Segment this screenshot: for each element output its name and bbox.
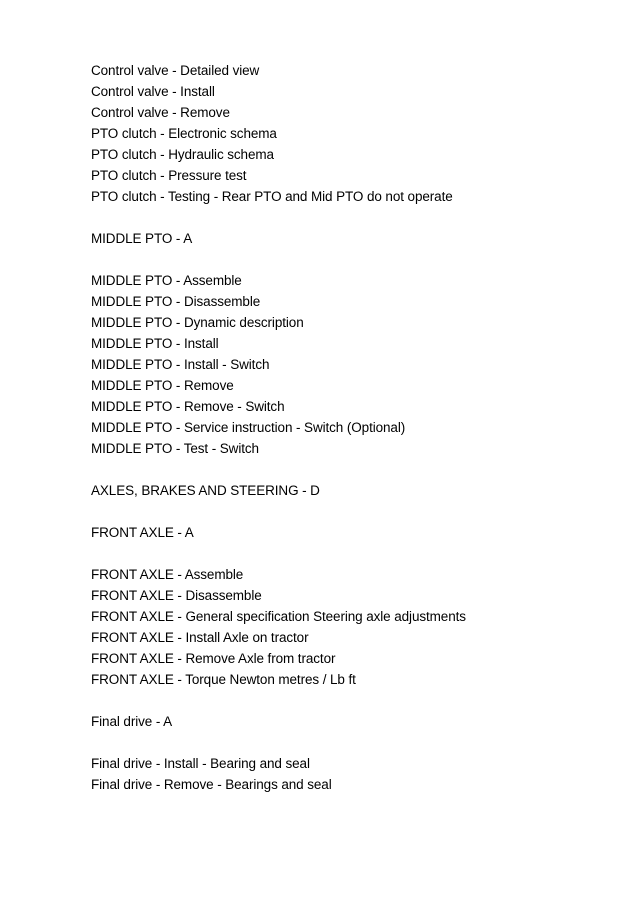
document-page [91, 60, 611, 795]
text-line: MIDDLE PTO - Disassemble [91, 294, 261, 309]
text-line: MIDDLE PTO - Assemble [91, 273, 242, 288]
section-heading [91, 711, 611, 732]
text-line: Control valve - Install [91, 84, 215, 99]
heading-line: MIDDLE PTO - A [91, 231, 193, 246]
text-line: MIDDLE PTO - Install [91, 336, 219, 351]
text-line: MIDDLE PTO - Dynamic description [91, 315, 304, 330]
blank-line [91, 501, 611, 522]
text-line: PTO clutch - Pressure test [91, 168, 247, 183]
section-heading [91, 228, 611, 249]
section-heading [91, 480, 611, 501]
text-line: PTO clutch - Hydraulic schema [91, 147, 274, 162]
text-line: MIDDLE PTO - Remove - Switch [91, 399, 285, 414]
text-line: FRONT AXLE - Disassemble [91, 588, 262, 603]
text-block [91, 270, 611, 459]
text-line: PTO clutch - Testing - Rear PTO and Mid PTO do not operate [91, 189, 453, 204]
text-line: MIDDLE PTO - Install - Switch [91, 357, 270, 372]
text-block [91, 60, 611, 207]
text-line: Control valve - Remove [91, 105, 230, 120]
text-block [91, 564, 611, 690]
text-line: FRONT AXLE - Torque Newton metres / Lb ft [91, 672, 356, 687]
heading-line: Final drive - A [91, 714, 173, 729]
text-line: FRONT AXLE - Install Axle on tractor [91, 630, 309, 645]
heading-line: AXLES, BRAKES AND STEERING - D [91, 483, 320, 498]
text-line: Final drive - Install - Bearing and seal [91, 756, 310, 771]
text-line: MIDDLE PTO - Service instruction - Switch (Optional) [91, 420, 406, 435]
text-line: MIDDLE PTO - Remove [91, 378, 234, 393]
section-heading [91, 522, 611, 543]
text-block [91, 753, 611, 795]
text-line: Control valve - Detailed view [91, 63, 260, 78]
blank-line [91, 732, 611, 753]
text-line: FRONT AXLE - General specification Steering axle adjustments [91, 609, 466, 624]
text-line: MIDDLE PTO - Test - Switch [91, 441, 259, 456]
blank-line [91, 459, 611, 480]
blank-line [91, 690, 611, 711]
text-line: FRONT AXLE - Assemble [91, 567, 244, 582]
blank-line [91, 207, 611, 228]
blank-line [91, 543, 611, 564]
blank-line [91, 249, 611, 270]
heading-line: FRONT AXLE - A [91, 525, 194, 540]
text-line: PTO clutch - Electronic schema [91, 126, 277, 141]
text-line: FRONT AXLE - Remove Axle from tractor [91, 651, 336, 666]
text-line: Final drive - Remove - Bearings and seal [91, 777, 332, 792]
